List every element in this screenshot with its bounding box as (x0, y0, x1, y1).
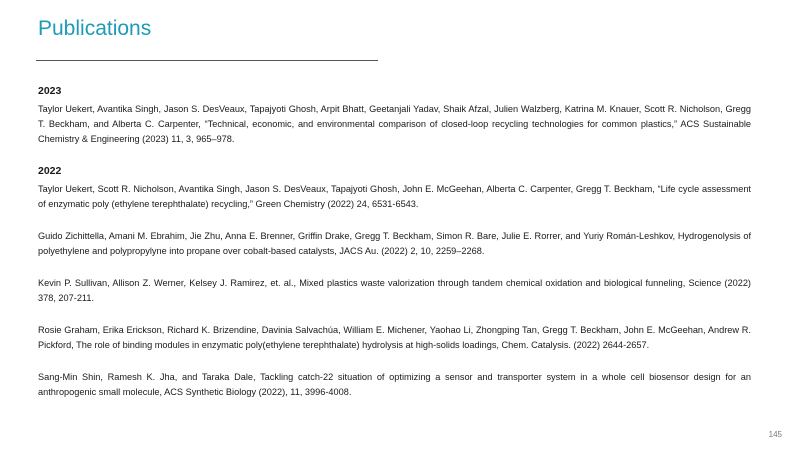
year-heading: 2022 (38, 165, 62, 177)
page-number: 145 (768, 430, 782, 439)
page-title: Publications (38, 17, 152, 40)
publication-entry: Taylor Uekert, Scott R. Nicholson, Avantika Singh, Jason S. DesVeaux, Tapajyoti Ghosh, John E. McGeehan, Alberta C. Carpenter, Gregg T. Beckham, “Life cycle assessment of enzymatic poly (ethylene terephthalate) recycling,” Green Chemistry (2022) 24, 6531-6543. (38, 184, 751, 209)
publication-entry: Kevin P. Sullivan, Allison Z. Werner, Kelsey J. Ramirez, et. al., Mixed plastics waste valorization through tandem chemical oxidation and biological funneling, Science (2022) 378, 207-211. (38, 278, 751, 303)
publication-entry: Sang-Min Shin, Ramesh K. Jha, and Taraka Dale, Tackling catch-22 situation of optimizing a sensor and transporter system in a whole cell biosensor design for an anthropogenic small molecule, ACS Synthetic Biology (2022), 11, 3996-4008. (38, 372, 751, 397)
publications-list (38, 85, 751, 400)
title-divider (36, 60, 378, 61)
year-section-2022 (38, 165, 751, 400)
year-section-2023 (38, 85, 751, 147)
publication-entry: Rosie Graham, Erika Erickson, Richard K. Brizendine, Davinia Salvachúa, William E. Michener, Yaohao Li, Zhongping Tan, Gregg T. Beckham, John E. McGeehan, Andrew R. Pickford, The role of binding modules in enzymatic poly(ethylene terephthalate) hydrolysis at high-solids loadings, Chem. Catalysis. (2022) 2644-2657. (38, 325, 751, 350)
publication-entry: Taylor Uekert, Avantika Singh, Jason S. DesVeaux, Tapajyoti Ghosh, Arpit Bhatt, Geetanjali Yadav, Shaik Afzal, Julien Walzberg, Katrina M. Knauer, Scott R. Nicholson, Gregg T. Beckham, and Alberta C. Carpenter, “Technical, economic, and environmental comparison of closed-loop recycling technologies for common plastics,” ACS Sustainable Chemistry & Engineering (2023) 11, 3, 965–978. (38, 104, 751, 144)
publication-entry: Guido Zichittella, Amani M. Ebrahim, Jie Zhu, Anna E. Brenner, Griffin Drake, Gregg T. Beckham, Simon R. Bare, Julie E. Rorrer, and Yuriy Román-Leshkov, Hydrogenolysis of polyethylene and polypropylyne into propane over cobalt-based catalysts, JACS Au. (2022) 2, 10, 2259–2268. (38, 231, 751, 256)
year-heading: 2023 (38, 85, 62, 97)
